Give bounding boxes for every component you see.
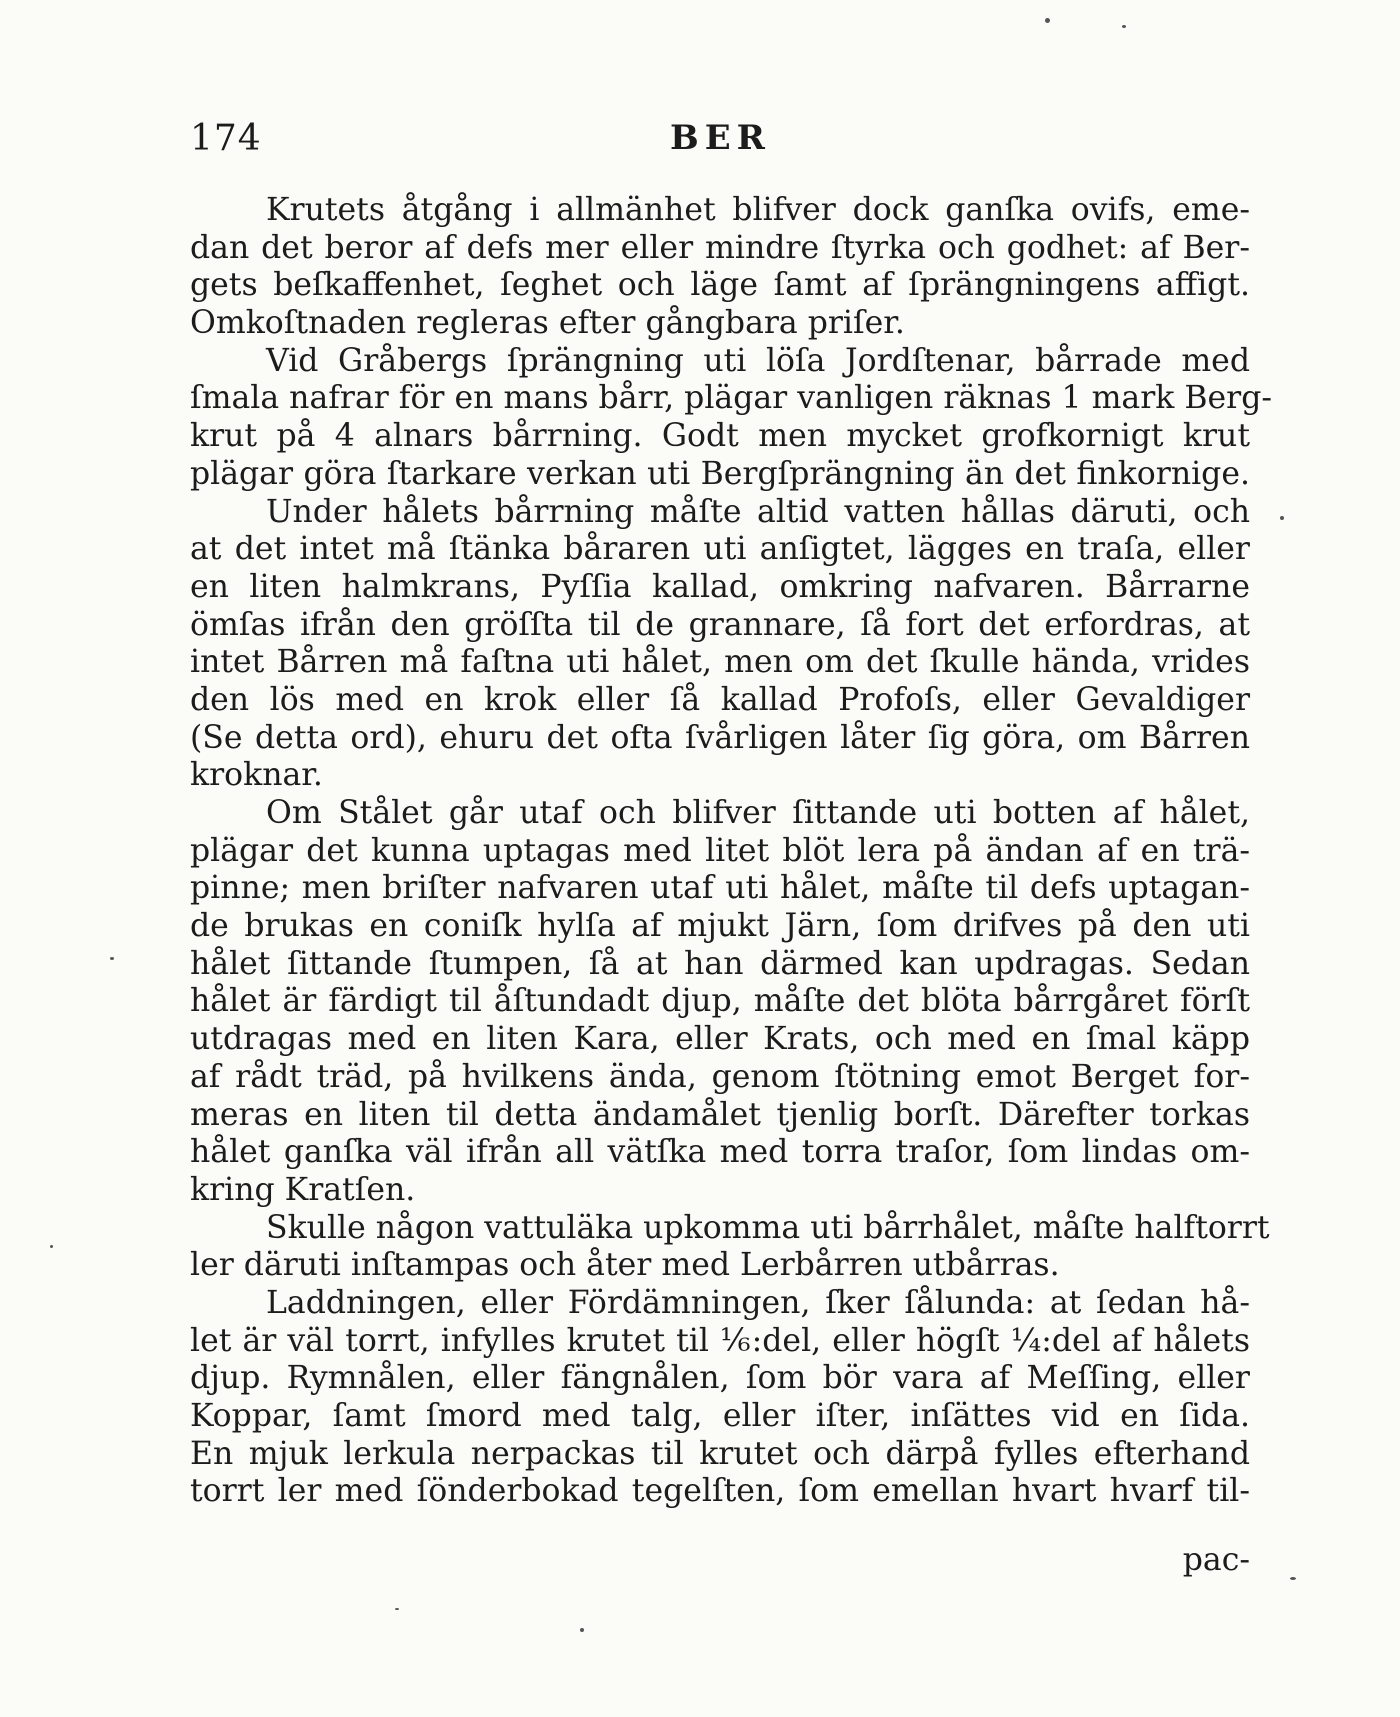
text-line: intet Bårren må faſtna uti hålet, men om det ſkulle hända, vrides [190,644,1250,681]
text-line: de brukas en coniſk hylſa af mjukt Järn, ſom drifves på den uti [190,908,1250,945]
text-line: djup. Rymnålen, eller fängnålen, ſom bör vara af Meſſing, eller [190,1360,1250,1397]
text-line: en liten halmkrans, Pyſſia kallad, omkring nafvaren. Bårrarne [190,568,1250,605]
text-line: hålet ſittande ſtumpen, ſå at han därmed kan updragas. Sedan [190,945,1250,982]
print-speck [395,1608,399,1610]
text-line: kroknar. [190,757,323,794]
text-line: gets beſkaffenhet, ſeghet och läge ſamt af ſprängningens affigt. [190,267,1250,304]
text-line: Omkoſtnaden regleras efter gångbara priſer. [190,305,905,342]
body-text [190,192,1273,1511]
text-line: ömſas ifrån den gröſſta til de grannare, ſå fort det erfordras, at [190,606,1250,643]
text-line: plägar göra ſtarkare verkan uti Bergſprängning än det finkornige. [190,455,1250,492]
text-line: Laddningen, eller Fördämningen, ſker ſålunda: at ſedan hå- [266,1284,1250,1321]
running-head: BER [670,118,771,158]
text-line: den lös med en krok eller ſå kallad Profoſs, eller Gevaldiger [190,681,1250,718]
text-line: let är väl torrt, infylles krutet til ⅙:del, eller högſt ¼:del af hålets [190,1322,1250,1359]
text-line: ſmala nafrar för en mans bårr, plägar vanligen räknas 1 mark Berg- [190,380,1273,417]
text-line: Skulle någon vattuläka upkomma uti bårrhålet, måſte halftorrt [266,1209,1270,1246]
print-speck [1290,1577,1296,1580]
text-line: kring Kratſen. [190,1171,416,1208]
text-line: meras en liten til detta ändamålet tjenlig borſt. Därefter torkas [190,1096,1250,1133]
text-line: pinne; men briſter nafvaren utaf uti hålet, måſte til defs uptagan- [190,870,1250,907]
text-line: Krutets åtgång i allmänhet blifver dock ganſka ovifs, eme- [266,192,1250,228]
text-line: utdragas med en liten Kara, eller Krats, och med en ſmal käpp [190,1021,1250,1058]
page-number: 174 [190,118,262,159]
text-line: Vid Gråbergs ſprängning uti löſa Jordſtenar, bårrade med [266,342,1250,379]
text-line: ler däruti inſtampas och åter med Lerbårren utbårras. [190,1247,1060,1284]
text-line: Under hålets bårrning måſte altid vatten hållas däruti, och [266,493,1250,530]
text-line: Om Stålet går utaf och blifver ſittande uti botten af hålet, [266,795,1250,831]
text-line: hålet är färdigt til åſtundadt djup, måſte det blöta bårrgåret förſt [190,983,1250,1020]
text-line: torrt ler med ſönderbokad tegelſten, ſom emellan hvart hvarf til- [190,1473,1250,1510]
print-speck [50,1245,53,1248]
text-line: dan det beror af defs mer eller mindre ſtyrka och godhet: af Ber- [190,229,1250,266]
print-speck [1122,25,1126,28]
text-line: (Se detta ord), ehuru det ofta ſvårligen låter ſig göra, om Bårren [190,719,1250,756]
text-line: plägar det kunna uptagas med litet blöt lera på ändan af en trä- [190,832,1250,869]
catchword: pac- [1182,1542,1250,1578]
print-speck [1045,18,1050,23]
text-line: af rådt träd, på hvilkens ända, genom ſtötning emot Berget for- [190,1058,1250,1095]
text-line: krut på 4 alnars bårrning. Godt men mycket grofkornigt krut [190,418,1250,455]
print-speck [1280,516,1284,520]
print-speck [110,957,114,960]
text-line: En mjuk lerkula nerpackas til krutet och därpå fylles efterhand [190,1435,1250,1472]
print-speck [580,1628,584,1632]
text-line: at det intet må ſtänka båraren uti anſigtet, lägges en traſa, eller [190,531,1250,568]
text-line: Koppar, ſamt ſmord med talg, eller iſter, inſättes vid en ſida. [190,1398,1250,1434]
text-line: hålet ganſka väl ifrån all vätſka med torra traſor, ſom lindas om- [190,1134,1250,1171]
page-header [190,118,1250,178]
